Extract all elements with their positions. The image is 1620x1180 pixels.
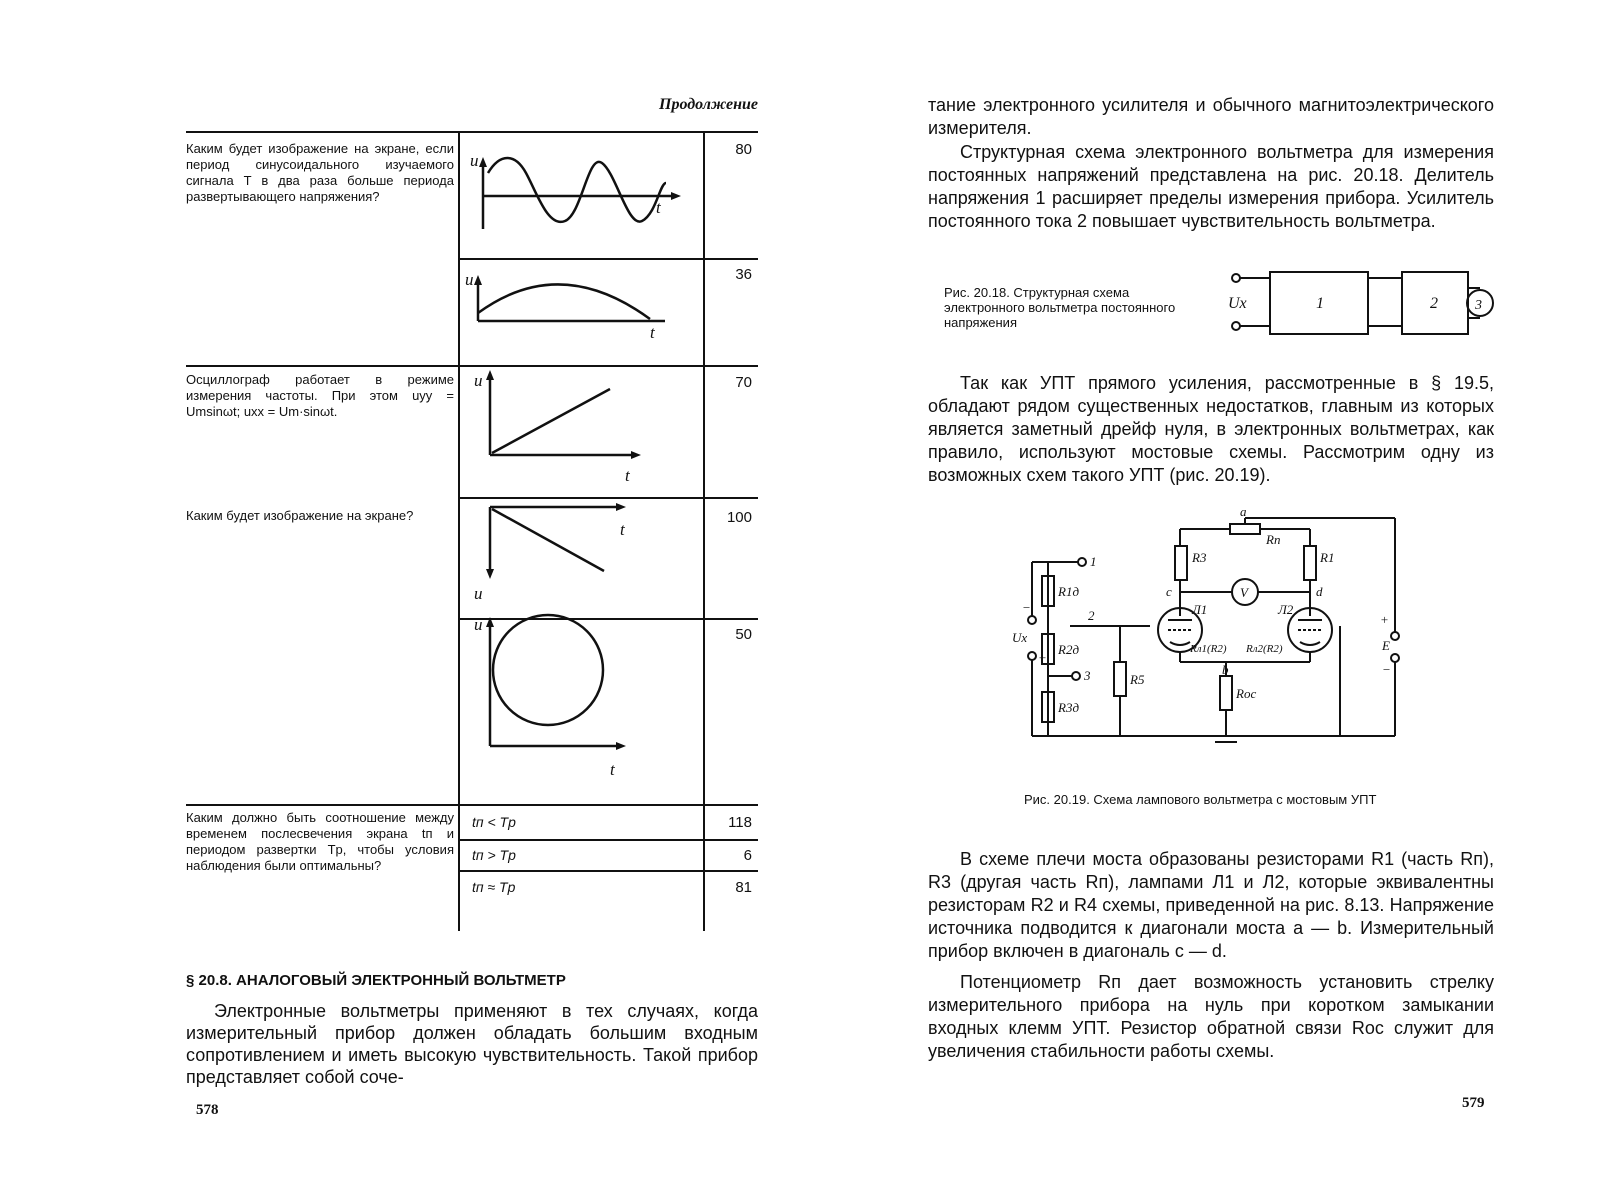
figure-20-19-caption: Рис. 20.19. Схема лампового вольтметра с мостовым УПТ [1024,792,1377,807]
axis-t-label: t [610,760,615,779]
rising-line [492,389,610,453]
sine-curve [488,158,666,222]
table-col-rule-2 [703,131,705,931]
r1-label: R1 [1320,550,1335,565]
axis-t-label: t [656,198,661,217]
resistor-rp [1230,524,1260,534]
lamp-l2-label: Л2 [1278,602,1294,617]
right-paragraph-5: Потенциометр Rп дает возможность установить стрелку измерительного прибора на нуль при коротком замыкании входных клемм УПТ. Резистор обратной связи Rос служит для увеличения стабильности работы схемы. [928,972,1494,1061]
resistor-roc [1220,676,1232,710]
figure-20-18-caption: Рис. 20.18. Структурная схема электронного вольтметра постоянного напряжения [944,285,1176,330]
score-36: 36 [735,266,752,283]
e-label: E [1382,638,1390,653]
question-1: Каким будет изображение на экране, если период синусоидального изучаемого сигнала T в два раза больше периода развертывающего напряжения? [186,141,454,204]
terminal-3-label: 3 [1084,668,1091,683]
ux-label: Ux [1012,630,1028,645]
block-1-label: 1 [1316,295,1324,312]
option-less: tп < Tр [472,814,516,830]
minus-label: − [1022,600,1031,615]
right-paragraph-2: Структурная схема электронного вольтметра для измерения постоянных напряжений представлена на рис. 20.18. Делитель напряжения 1 расширяет пределы измерения прибора. Усилитель постоянного тока 2 повышает чувствительность вольтметра. [928,142,1494,231]
axis-t-label: t [620,520,625,539]
ra1-label: Rл1(R2) [1190,643,1227,655]
node-a-label: a [1240,504,1247,519]
node-d-label: d [1316,584,1323,599]
score-80: 80 [735,141,752,158]
right-paragraph-3: Так как УПТ прямого усиления, рассмотренные в § 19.5, обладают рядом существенных недостатков, главным из которых является заметный дрейф нуля, в электронных вольтметрах, как правило, используют мостовые схемы. Рассмотрим одну из возможных схем такого УПТ (рис. 20.19). [928,373,1494,485]
right-paragraph-1: тание электронного усилителя и обычного магнитоэлектрического измерителя. [928,95,1494,138]
voltmeter-label: V [1240,585,1248,600]
rp-label: Rп [1266,532,1281,547]
falling-line [492,509,604,571]
question-3: Каким будет изображение на экране? [186,508,414,523]
page-number-left: 578 [196,1102,219,1118]
minus-label: − [1382,662,1391,677]
r5-label: R5 [1130,672,1145,687]
score-70: 70 [735,374,752,391]
ra2-label: Rл2(R2) [1246,643,1283,655]
score-81: 81 [735,879,752,896]
node-c-label: c [1166,584,1172,599]
axis-u-label: u [474,371,483,390]
block-2-label: 2 [1430,295,1438,312]
axis-t-label: t [625,466,630,485]
r1d-label: R1д [1058,584,1080,599]
block-3-label: 3 [1475,298,1482,313]
r3d-label: R3д [1058,700,1080,715]
roc-label: Rос [1236,686,1257,701]
left-paragraph: Электронные вольтметры применяют в тех случаях, когда измерительный прибор должен обладать большим входным сопротивлением и иметь высокую чувствительность. Такой прибор представляет собой соче- [186,1001,758,1087]
axis-u-label: u [474,584,483,603]
section-heading: § 20.8. АНАЛОГОВЫЙ ЭЛЕКТРОННЫЙ ВОЛЬТМЕТР [186,972,566,989]
page-number-right: 579 [1462,1095,1485,1111]
oscillogram-graphs [460,133,702,933]
terminal-1-label: 1 [1090,554,1097,569]
lamp-l1-label: Л1 [1192,602,1208,617]
score-50: 50 [735,626,752,643]
resistor-r1 [1304,546,1316,580]
terminal-2-label: 2 [1088,608,1095,623]
resistor-r3 [1175,546,1187,580]
arch-curve [478,284,650,319]
r2d-label: R2д [1058,642,1080,657]
option-greater: tп > Tр [472,847,516,863]
axis-u-label: u [470,151,479,170]
score-118: 118 [728,814,752,831]
axis-u-label: u [465,270,474,289]
score-100: 100 [726,509,752,526]
option-approx: tп ≈ Tр [472,879,516,895]
score-6: 6 [743,847,752,864]
block-diagram-20-18 [1230,268,1494,342]
axis-u-label: u [474,615,483,634]
ux-label: Ux [1228,295,1247,312]
axis-t-label: t [650,323,655,342]
continuation-label: Продолжение [659,96,758,113]
plus-label: + [1038,650,1047,665]
r3-label: R3 [1192,550,1207,565]
question-2: Осциллограф работает в режиме измерения частоты. При этом uyy = Umsinωt; uxx = Um·sinωt. [186,372,454,419]
question-4: Каким должно быть соотношение между временем послесвечения экрана tп и периодом развертки Tр, чтобы условия наблюдения были оптимальны? [186,810,454,873]
node-b-label: b [1222,662,1229,677]
bridge-circuit-20-19 [1010,504,1420,780]
right-paragraph-4: В схеме плечи моста образованы резисторами R1 (часть Rп), R3 (другая часть Rп), лампами Л1 и Л2, которые эквивалентны резисторам R2 и R4 схемы, приведенной на рис. 8.13. Напряжение источника подводится к диагонали моста a — b. Измерительный прибор включен в диагональ c — d. [928,849,1494,961]
circle-figure [493,615,603,725]
plus-label: + [1380,612,1389,627]
resistor-r5 [1114,662,1126,696]
